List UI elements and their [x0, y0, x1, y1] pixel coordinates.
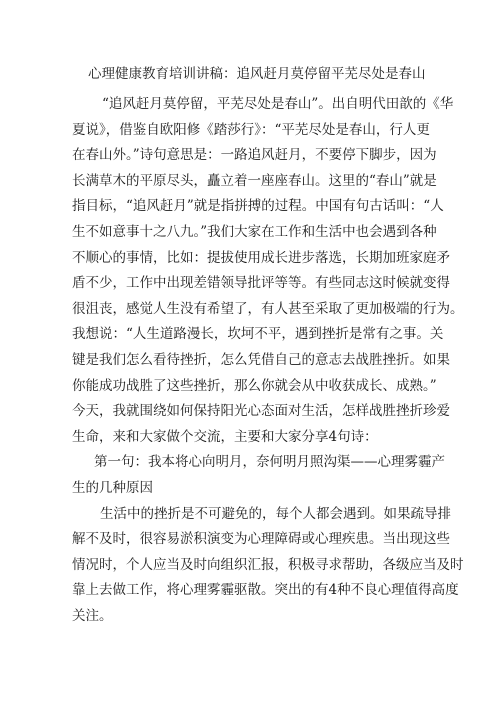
section-heading-line: 生的几种原因 — [72, 479, 153, 496]
paragraph-line: 靠上去做工作，将心理雾霾驱散。突出的有4种不良心理值得高度 — [72, 582, 459, 599]
paragraph-line: 我想说：“人生道路漫长，坎坷不平，遇到挫折是常有之事。关 — [72, 326, 444, 343]
paragraph-line: 你能成功战胜了这些挫折，那么你就会从中收获成长、成熟。” — [72, 377, 437, 394]
section-heading-line: 第一句：我本将心向明月，奈何明月照沟渠——心理雾霾产 — [94, 454, 445, 471]
document-body — [72, 92, 464, 629]
document-title: 心理健康教育培训讲稿：追风赶月莫停留平芜尽处是春山 — [88, 66, 426, 82]
paragraph-line: 生命，来和大家做个交流，主要和大家分享4句诗： — [72, 428, 378, 445]
paragraph-line: 今天，我就围绕如何保持阳光心态面对生活，怎样战胜挫折珍爱 — [72, 403, 450, 420]
paragraph-line: 盾不少，工作中出现差错领导批评等等。有些同志这时候就变得 — [72, 275, 450, 292]
paragraph-line: 很沮丧，感觉人生没有希望了，有人甚至采取了更加极端的行为。 — [72, 300, 464, 317]
paragraph-line: 不顺心的事情，比如：提拔使用成长进步落选，长期加班家庭矛 — [72, 249, 450, 266]
paragraph-line: 生活中的挫折是不可避免的，每个人都会遇到。如果疏导排 — [100, 505, 451, 522]
paragraph-line: 关注。 — [72, 607, 113, 624]
paragraph-line: 解不及时，很容易淤积演变为心理障碍或心理疾患。当出现这些 — [72, 531, 450, 548]
paragraph-line: “追风赶月莫停留，平芜尽处是春山”。出自明代田歆的《华 — [102, 96, 454, 112]
paragraph-line: 在春山外。”诗句意思是：一路追风赶月，不要停下脚步，因为 — [72, 147, 437, 164]
paragraph-line: 长满草木的平原尽头，矗立着一座座春山。这里的“春山”就是 — [72, 172, 437, 189]
paragraph-line: 生不如意事十之八九。”我们大家在工作和生活中也会遇到各种 — [72, 223, 437, 240]
paragraph-line: 夏说》，借鉴自欧阳修《踏莎行》：“平芜尽处是春山，行人更 — [72, 121, 430, 138]
paragraph-line: 情况时，个人应当及时向组织汇报，积极寻求帮助，各级应当及时 — [72, 556, 464, 573]
paragraph-line: 指目标，“追风赶月”就是指拼搏的过程。中国有句古话叫：“人 — [72, 198, 444, 215]
paragraph-line: 键是我们怎么看待挫折，怎么凭借自己的意志去战胜挫折。如果 — [72, 351, 450, 368]
